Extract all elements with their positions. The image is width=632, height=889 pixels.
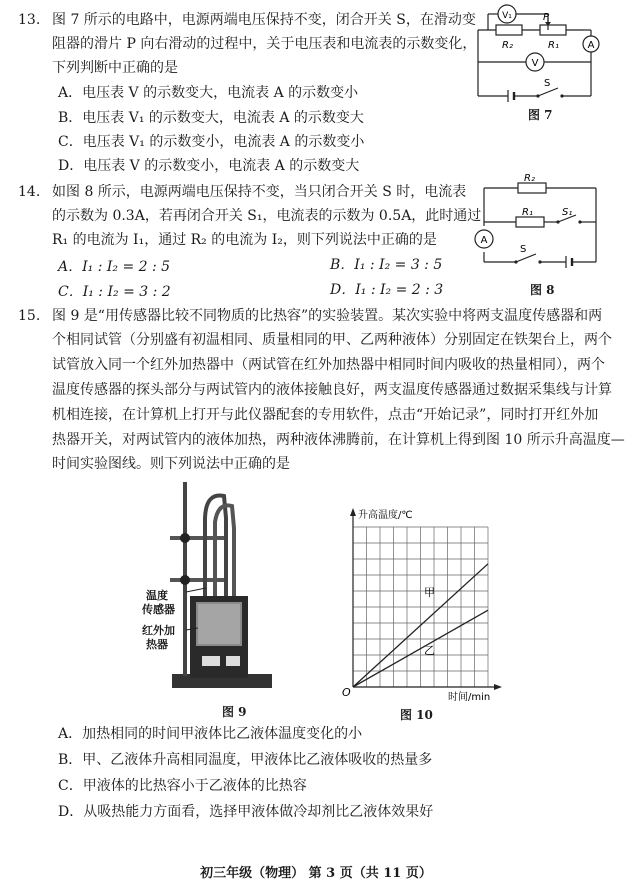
q15-line-7: 时间实验图线。则下列说法中正确的是 xyxy=(52,456,290,472)
figure-9-caption: 图 9 xyxy=(222,705,247,719)
fig8-label-r1: R₁ xyxy=(522,207,533,218)
q15-line-4: 温度传感器的探头部分与两试管内的液体接触良好，两支温度传感器通过数据采集线与计算 xyxy=(52,382,612,398)
q14-option-d: D．I₁ : I₂ = 2 : 3 xyxy=(330,282,444,298)
y-axis-arrow-icon xyxy=(350,508,356,516)
fig7-label-r2: R₂ xyxy=(502,40,513,51)
fig8-label-a: A xyxy=(480,235,488,246)
figure-9-apparatus xyxy=(150,478,300,698)
figure-10-chart xyxy=(336,504,506,704)
fig10-xlabel: 时间/min xyxy=(448,692,491,703)
fig7-label-v1: V₁ xyxy=(502,11,512,21)
fig7-label-p: P xyxy=(543,12,550,23)
q15-line-6: 热器开关，对两试管内的液体加热，两种液体沸腾前，在计算机上得到图 10 所示升高温度— xyxy=(52,432,625,448)
q14-number: 14. xyxy=(18,184,41,200)
q15-line-1: 图 9 是“用传感器比较不同物质的比热容”的实验装置。某次实验中将两支温度传感器和两 xyxy=(52,308,603,324)
page-footer: 初三年级（物理） 第 3 页（共 11 页） xyxy=(200,866,432,881)
q15-line-3: 试管放入同一个红外加热器中（两试管在红外加热器中相同时间内吸收的热量相同），两个 xyxy=(52,357,605,373)
q13-number: 13. xyxy=(18,12,41,28)
fig7-label-v: V xyxy=(531,58,539,69)
q14-option-b: B．I₁ : I₂ = 3 : 5 xyxy=(330,257,443,273)
x-axis-arrow-icon xyxy=(494,684,502,690)
q15-option-b: B．甲、乙液体升高相同温度，甲液体比乙液体吸收的热量多 xyxy=(58,752,433,768)
fig7-label-s: S xyxy=(544,78,551,89)
q13-option-c: C．电压表 V₁ 的示数变小，电流表 A 的示数变小 xyxy=(58,134,365,150)
q15-line-5: 机相连接，在计算机上打开与此仪器配套的专用软件，点击“开始记录”，同时打开红外加 xyxy=(52,407,599,423)
figure-8-caption: 图 8 xyxy=(530,283,555,297)
fig9-label-sensor-1: 温度 xyxy=(146,589,168,602)
q14-line-1: 如图 8 所示，电源两端电压保持不变，当只闭合开关 S 时，电流表 xyxy=(52,184,467,200)
q13-option-d: D．电压表 V 的示数变小，电流表 A 的示数变大 xyxy=(58,158,360,174)
q15-option-c: C．甲液体的比热容小于乙液体的比热容 xyxy=(58,778,307,794)
q14-line-2: 的示数为 0.3A，若再闭合开关 S₁，电流表的示数为 0.5A，此时通过 xyxy=(52,208,482,224)
fig10-label-jia: 甲 xyxy=(424,586,435,599)
q14-line-3: R₁ 的电流为 I₁，通过 R₂ 的电流为 I₂，则下列说法中正确的是 xyxy=(52,232,437,248)
q15-line-2: 个相同试管（分别盛有初温相同、质量相同的甲、乙两种液体）分别固定在铁架台上，两个 xyxy=(52,332,612,348)
fig8-label-s1: S₁ xyxy=(562,207,573,218)
figure-7-circuit xyxy=(466,0,616,120)
fig8-label-s: S xyxy=(520,244,527,255)
fig9-label-heater-1: 红外加 xyxy=(142,624,175,637)
figure-8-circuit xyxy=(466,172,616,274)
q15-option-a: A．加热相同的时间甲液体比乙液体温度变化的小 xyxy=(58,726,363,742)
fig7-label-a: A xyxy=(587,40,595,51)
q15-option-d: D．从吸热能力方面看，选择甲液体做冷却剂比乙液体效果好 xyxy=(58,804,434,820)
fig8-label-r2: R₂ xyxy=(524,173,535,184)
fig9-label-sensor-2: 传感器 xyxy=(142,603,175,616)
q14-option-c: C．I₁ : I₂ = 3 : 2 xyxy=(58,284,171,300)
q13-line-3: 下列判断中正确的是 xyxy=(52,60,178,76)
fig7-label-r1: R₁ xyxy=(548,40,559,51)
q13-line-2: 阻器的滑片 P 向右滑动的过程中，关于电压表和电流表的示数变化， xyxy=(52,36,477,52)
q13-line-1: 图 7 所示的电路中，电源两端电压保持不变，闭合开关 S，在滑动变 xyxy=(52,12,476,28)
q13-option-b: B．电压表 V₁ 的示数变大，电流表 A 的示数变大 xyxy=(58,110,364,126)
figure-10-caption: 图 10 xyxy=(400,708,433,722)
q14-option-a: A．I₁ : I₂ = 2 : 5 xyxy=(58,259,171,275)
figure-7-caption: 图 7 xyxy=(528,108,553,122)
fig9-label-heater-2: 热器 xyxy=(146,638,168,651)
fig10-ylabel: 升高温度/℃ xyxy=(358,510,413,521)
fig10-label-yi: 乙 xyxy=(424,644,435,657)
q13-option-a: A．电压表 V 的示数变大，电流表 A 的示数变小 xyxy=(58,85,359,101)
fig10-origin: O xyxy=(342,686,351,699)
q15-number: 15. xyxy=(18,308,41,324)
